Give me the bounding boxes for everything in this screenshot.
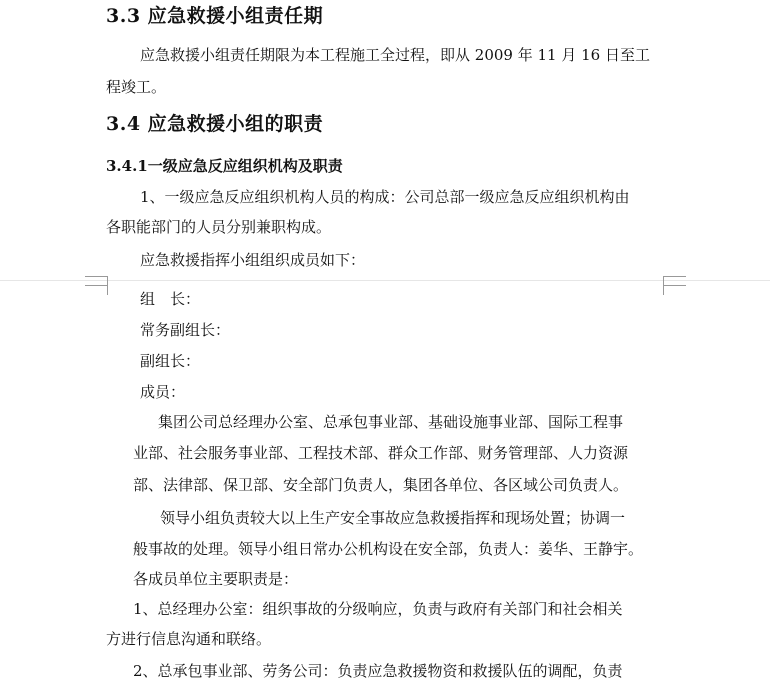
section-heading-3-4: 3.4 应急救援小组的职责 — [106, 113, 324, 135]
paragraph-line: 各职能部门的人员分别兼职构成。 — [106, 218, 332, 236]
member-role-exec-deputy: 常务副组长： — [140, 321, 231, 339]
paragraph-line: 应急救援小组责任期限为本工程施工全过程，即从 2009 年 11 月 16 日至工 — [140, 46, 650, 64]
page-corner-mark — [85, 285, 108, 295]
paragraph-line: 业部、社会服务事业部、工程技术部、群众工作部、财务管理部、人力资源 — [133, 444, 629, 462]
paragraph-line: 般事故的处理。领导小组日常办公机构设在安全部，负责人：姜华、王静宇。 — [133, 540, 644, 558]
paragraph-line: 集团公司总经理办公室、总承包事业部、基础设施事业部、国际工程事 — [158, 413, 624, 431]
paragraph-line: 部、法律部、保卫部、安全部门负责人，集团各单位、各区域公司负责人。 — [133, 476, 629, 494]
section-heading-3-3: 3.3 应急救援小组责任期 — [106, 5, 324, 27]
paragraph-line: 应急救援指挥小组组织成员如下： — [140, 251, 366, 269]
member-role-member: 成员： — [140, 383, 186, 401]
page-break — [0, 280, 770, 281]
paragraph-line: 领导小组负责较大以上生产安全事故应急救援指挥和现场处置；协调一 — [160, 509, 626, 527]
list-item-line: 方进行信息沟通和联络。 — [106, 630, 272, 648]
member-role-deputy: 副组长： — [140, 352, 201, 370]
subsection-heading-3-4-1: 3.4.1一级应急反应组织机构及职责 — [106, 157, 343, 175]
list-item-line: 2、总承包事业部、劳务公司：负责应急救援物资和救援队伍的调配，负责 — [133, 662, 623, 680]
list-item-line: 1、总经理办公室：组织事故的分级响应，负责与政府有关部门和社会相关 — [133, 600, 623, 618]
paragraph-line: 程竣工。 — [106, 78, 167, 96]
page-corner-mark — [663, 285, 686, 295]
member-role-leader: 组 长： — [140, 290, 201, 308]
paragraph-line: 各成员单位主要职责是： — [133, 570, 299, 588]
paragraph-line: 1、一级应急反应组织机构人员的构成：公司总部一级应急反应组织机构由 — [140, 188, 630, 206]
